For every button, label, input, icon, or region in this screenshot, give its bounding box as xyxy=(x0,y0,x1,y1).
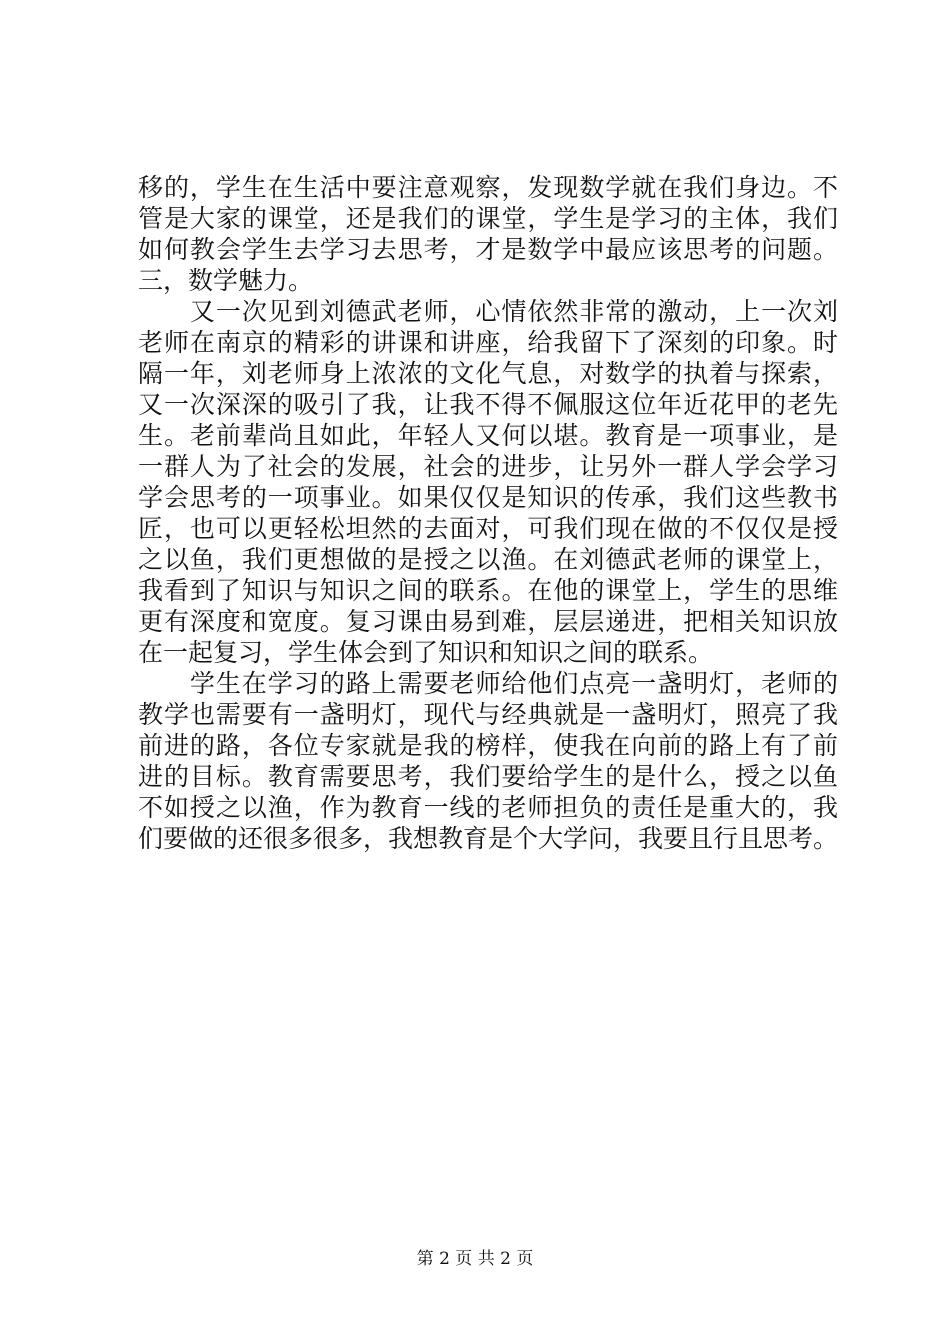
text-line: 老师在南京的精彩的讲课和讲座，给我留下了深刻的印象。时 xyxy=(138,328,838,357)
text-line: 在一起复习，学生体会到了知识和知识之间的联系。 xyxy=(138,638,714,667)
text-line: 隔一年，刘老师身上浓浓的文化气息，对数学的执着与探索， xyxy=(138,359,838,388)
section-heading: 三，数学魅力。 xyxy=(138,266,314,295)
text-line: 管是大家的课堂，还是我们的课堂，学生是学习的主体，我们 xyxy=(138,204,838,233)
text-line: 不如授之以渔，作为教育一线的老师担负的责任是重大的，我 xyxy=(138,793,838,822)
text-line: 一群人为了社会的发展，社会的进步，让另外一群人学会学习 xyxy=(138,452,838,481)
text-line: 们要做的还很多很多，我想教育是个大学问，我要且行且思考。 xyxy=(138,824,838,853)
text-line: 教学也需要有一盏明灯，现代与经典就是一盏明灯，照亮了我 xyxy=(138,700,838,729)
body-text xyxy=(138,172,838,854)
text-line: 之以鱼，我们更想做的是授之以渔。在刘德武老师的课堂上， xyxy=(138,545,838,574)
text-line: 前进的路，各位专家就是我的榜样，使我在向前的路上有了前 xyxy=(138,731,838,760)
page-footer: 第 2 页 共 2 页 xyxy=(416,1249,534,1269)
text-line: 生。老前辈尚且如此，年轻人又何以堪。教育是一项事业，是 xyxy=(138,421,838,450)
text-line: 又一次深深的吸引了我，让我不得不佩服这位年近花甲的老先 xyxy=(138,390,838,419)
text-line: 学生在学习的路上需要老师给他们点亮一盏明灯，老师的 xyxy=(138,669,838,698)
text-line: 我看到了知识与知识之间的联系。在他的课堂上，学生的思维 xyxy=(138,576,838,605)
text-line: 如何教会学生去学习去思考，才是数学中最应该思考的问题。 xyxy=(138,235,838,264)
text-line: 又一次见到刘德武老师，心情依然非常的激动，上一次刘 xyxy=(138,297,838,326)
text-line: 移的，学生在生活中要注意观察，发现数学就在我们身边。不 xyxy=(138,173,838,202)
text-line: 学会思考的一项事业。如果仅仅是知识的传承，我们这些教书 xyxy=(138,483,838,512)
text-line: 更有深度和宽度。复习课由易到难，层层递进，把相关知识放 xyxy=(138,607,838,636)
text-line: 匠，也可以更轻松坦然的去面对，可我们现在做的不仅仅是授 xyxy=(138,514,838,543)
text-line: 进的目标。教育需要思考，我们要给学生的是什么，授之以鱼 xyxy=(138,762,838,791)
